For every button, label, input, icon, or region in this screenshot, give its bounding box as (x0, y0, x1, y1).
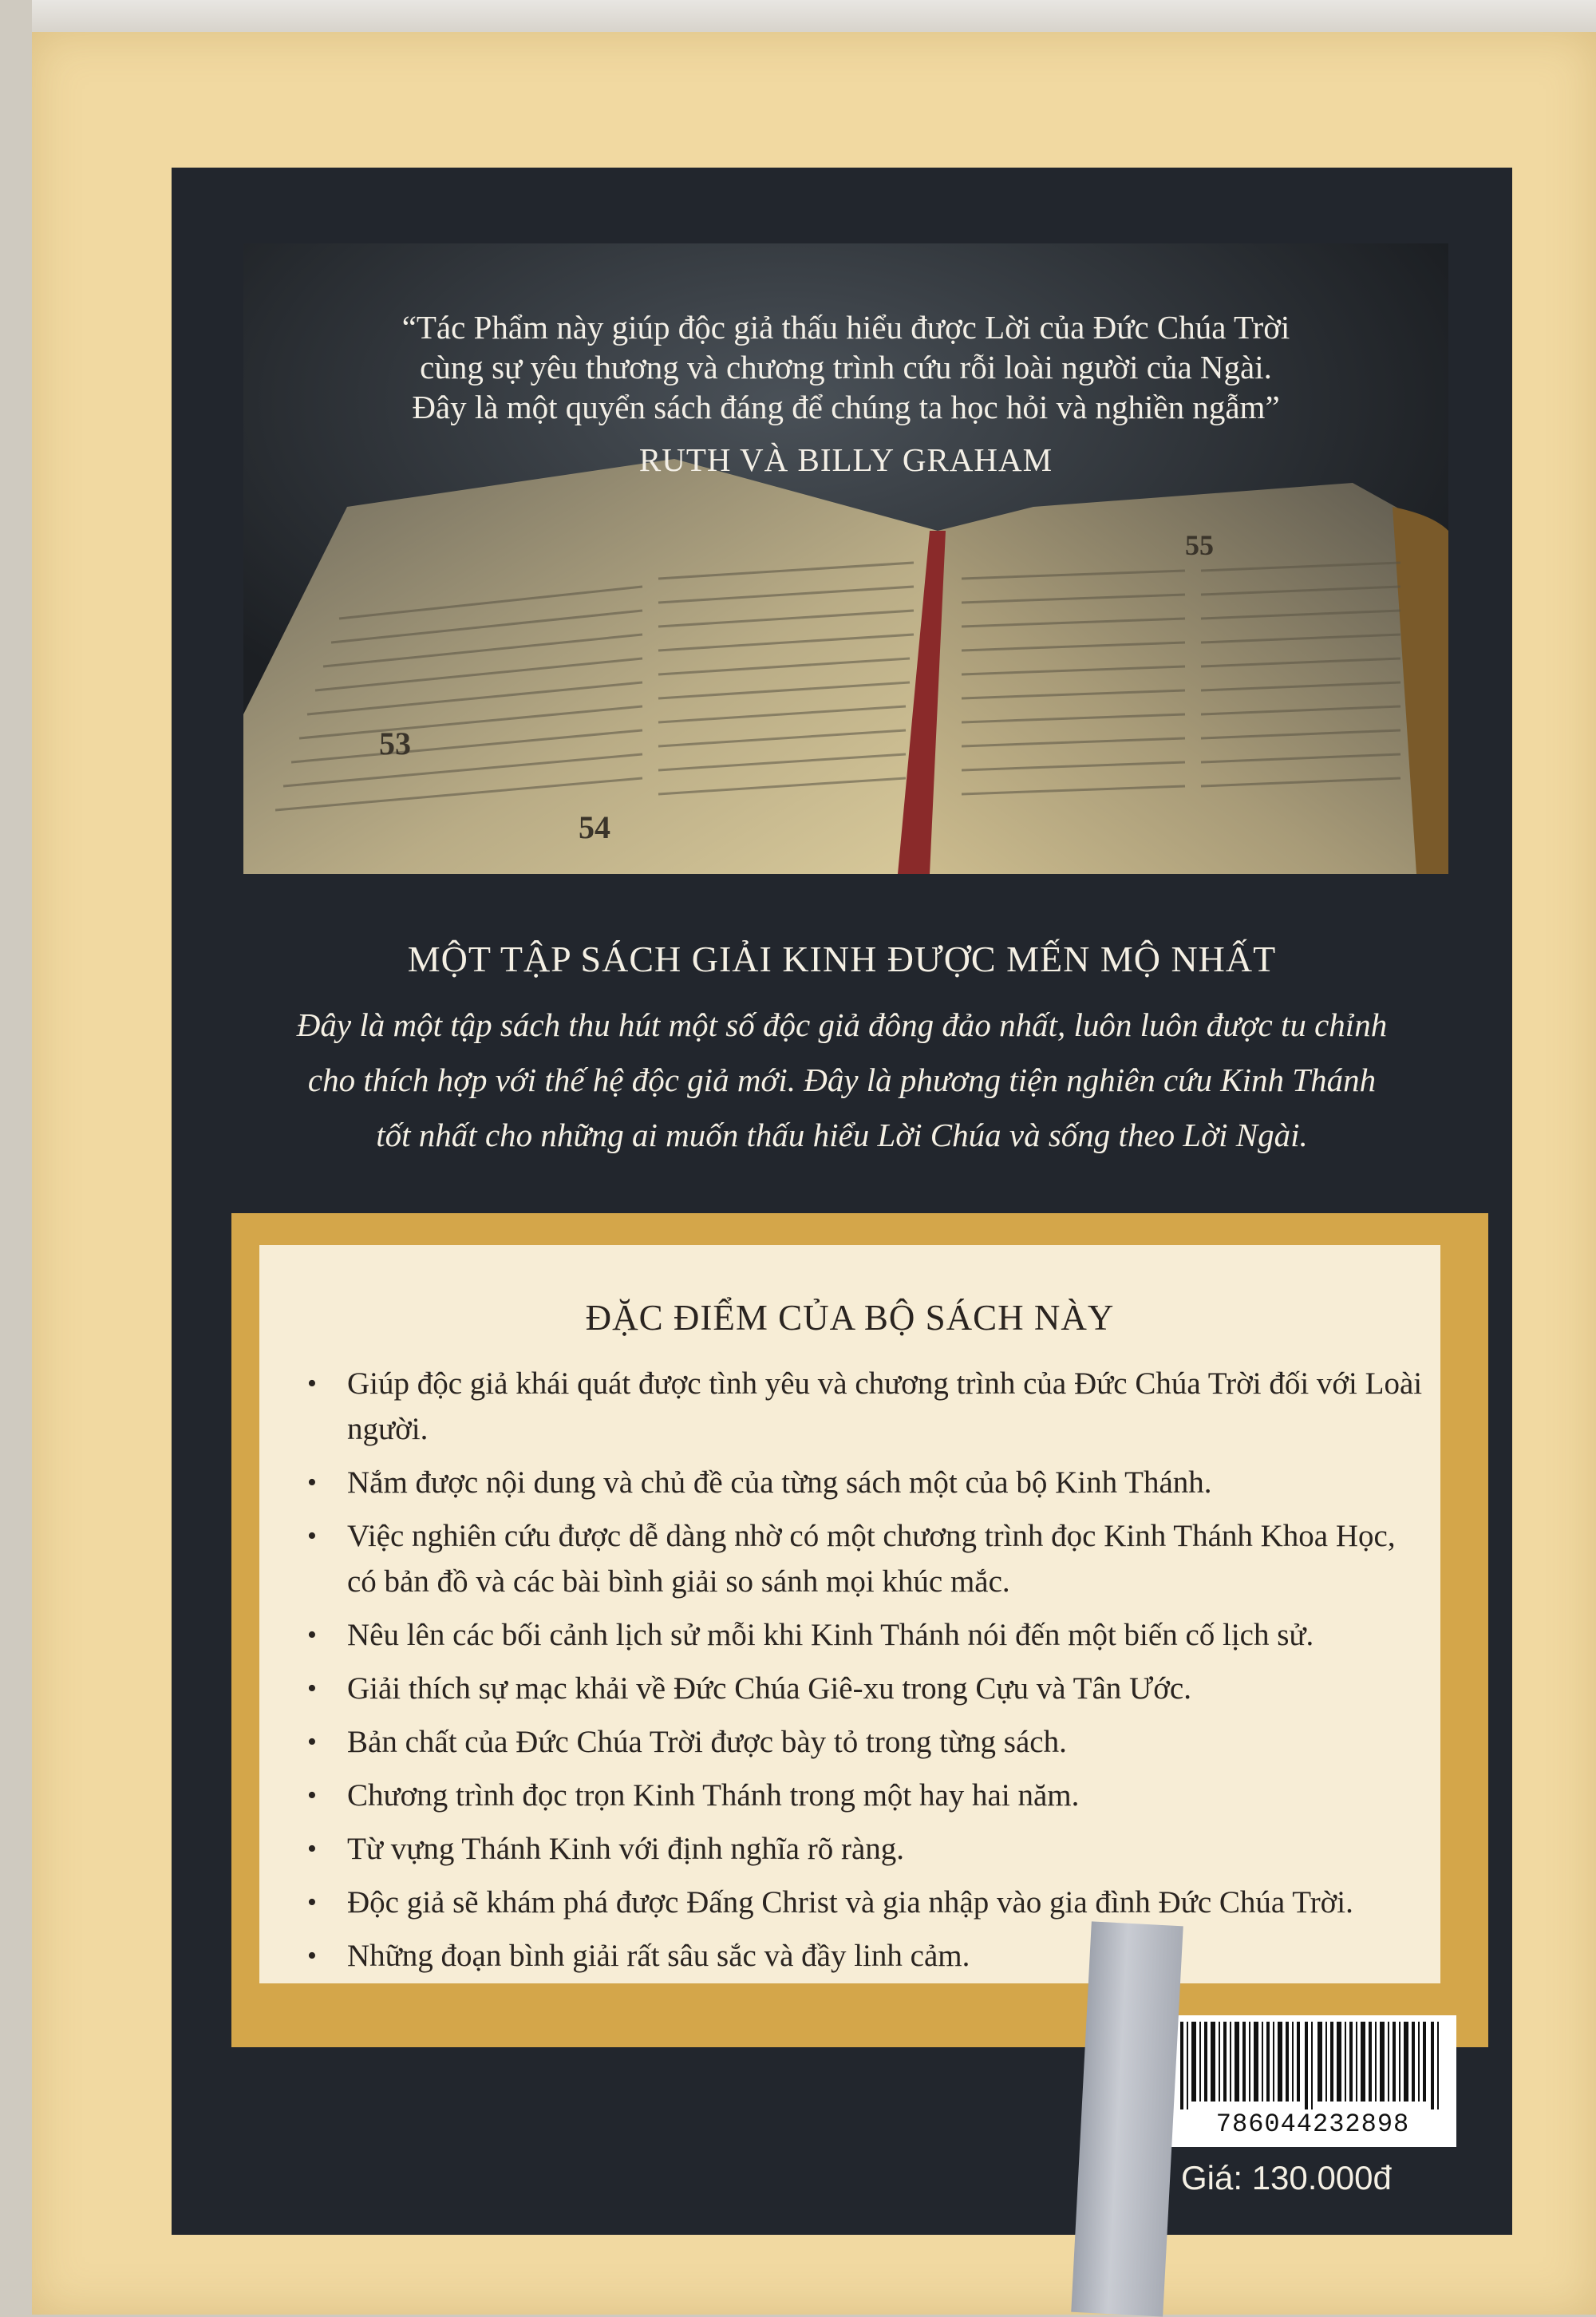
feature-text: Giải thích sự mạc khải về Đức Chúa Giê-xu trong Cựu và Tân Ước. (347, 1671, 1191, 1706)
bullet-icon: • (307, 1620, 317, 1650)
feature-item (307, 1880, 1424, 1925)
bullet-icon: • (307, 1941, 317, 1971)
feature-text: Nêu lên các bối cảnh lịch sử mỗi khi Kinh Thánh nói đến một biến cố lịch sử. (347, 1618, 1314, 1652)
feature-item (307, 1773, 1424, 1818)
features-title: ĐẶC ĐIỂM CỦA BỘ SÁCH NÀY (585, 1298, 1115, 1338)
endorsement-quote (243, 307, 1448, 427)
quote-line: Đây là một quyển sách đáng để chúng ta học hỏi và nghiền ngẫm” (412, 389, 1280, 425)
bullet-icon: • (307, 1834, 317, 1864)
bullet-icon: • (307, 1521, 317, 1551)
feature-text: Từ vựng Thánh Kinh với định nghĩa rõ ràng. (347, 1832, 905, 1866)
page-number-53: 53 (379, 726, 411, 761)
bullet-icon: • (307, 1888, 317, 1917)
blurb-line: tốt nhất cho những ai muốn thấu hiểu Lời Chúa và sống theo Lời Ngài. (376, 1117, 1308, 1153)
feature-text: Giúp độc giả khái quát được tình yêu và chương trình của Đức Chúa Trời đối với Loài người. (347, 1366, 1423, 1446)
feature-item (307, 1513, 1424, 1604)
barcode-number: 786044232898 (1215, 2109, 1410, 2139)
book-back-cover (32, 32, 1596, 2315)
bullet-icon: • (307, 1369, 317, 1398)
barcode-bars (1177, 2022, 1448, 2109)
blurb-title: MỘT TẬP SÁCH GIẢI KINH ĐƯỢC MẾN MỘ NHẤT (407, 939, 1277, 979)
blurb-text (251, 998, 1432, 1163)
feature-item (307, 1826, 1424, 1872)
barcode (1169, 2015, 1456, 2147)
quote-author: RUTH VÀ BILLY GRAHAM (638, 441, 1053, 478)
quote-line: cùng sự yêu thương và chương trình cứu rỗi loài người của Ngài. (420, 349, 1272, 386)
feature-item (307, 1719, 1424, 1765)
features-box (259, 1245, 1440, 1983)
feature-item (307, 1612, 1424, 1658)
blurb-line: cho thích hợp với thế hệ độc giả mới. Đây là phương tiện nghiên cứu Kinh Thánh (307, 1062, 1377, 1098)
page-number-54: 54 (579, 809, 610, 845)
feature-text: Việc nghiên cứu được dễ dàng nhờ có một chương trình đọc Kinh Thánh Khoa Học, có bản đồ và các bài bình giải so sánh mọi khúc mắc. (347, 1519, 1396, 1599)
feature-text: Độc giả sẽ khám phá được Đấng Christ và gia nhập vào gia đình Đức Chúa Trời. (347, 1885, 1353, 1920)
blurb-line: Đây là một tập sách thu hút một số độc giả đông đảo nhất, luôn luôn được tu chỉnh (296, 1006, 1388, 1043)
bullet-icon: • (307, 1468, 317, 1497)
feature-item (307, 1933, 1424, 1979)
page-number-55: 55 (1185, 529, 1214, 561)
price-label: Giá: 130.000đ (1181, 2159, 1392, 2196)
feature-item (307, 1361, 1424, 1452)
dark-panel (172, 168, 1512, 2235)
bullet-icon: • (307, 1674, 317, 1703)
quote-line: “Tác Phẩm này giúp độc giả thấu hiểu được Lời của Đức Chúa Trời (401, 309, 1290, 346)
right-page (906, 483, 1448, 874)
features-frame (231, 1213, 1488, 2047)
bullet-icon: • (307, 1727, 317, 1757)
feature-text: Bản chất của Đức Chúa Trời được bày tỏ trong từng sách. (347, 1725, 1067, 1759)
bullet-icon: • (307, 1781, 317, 1810)
feature-text: Chương trình đọc trọn Kinh Thánh trong một hay hai năm. (347, 1778, 1080, 1813)
feature-text: Những đoạn bình giải rất sâu sắc và đầy linh cảm. (347, 1939, 970, 1973)
feature-item (307, 1666, 1424, 1711)
features-list (307, 1361, 1424, 1987)
feature-item (307, 1460, 1424, 1505)
feature-text: Nắm được nội dung và chủ đề của từng sách một của bộ Kinh Thánh. (347, 1465, 1212, 1500)
